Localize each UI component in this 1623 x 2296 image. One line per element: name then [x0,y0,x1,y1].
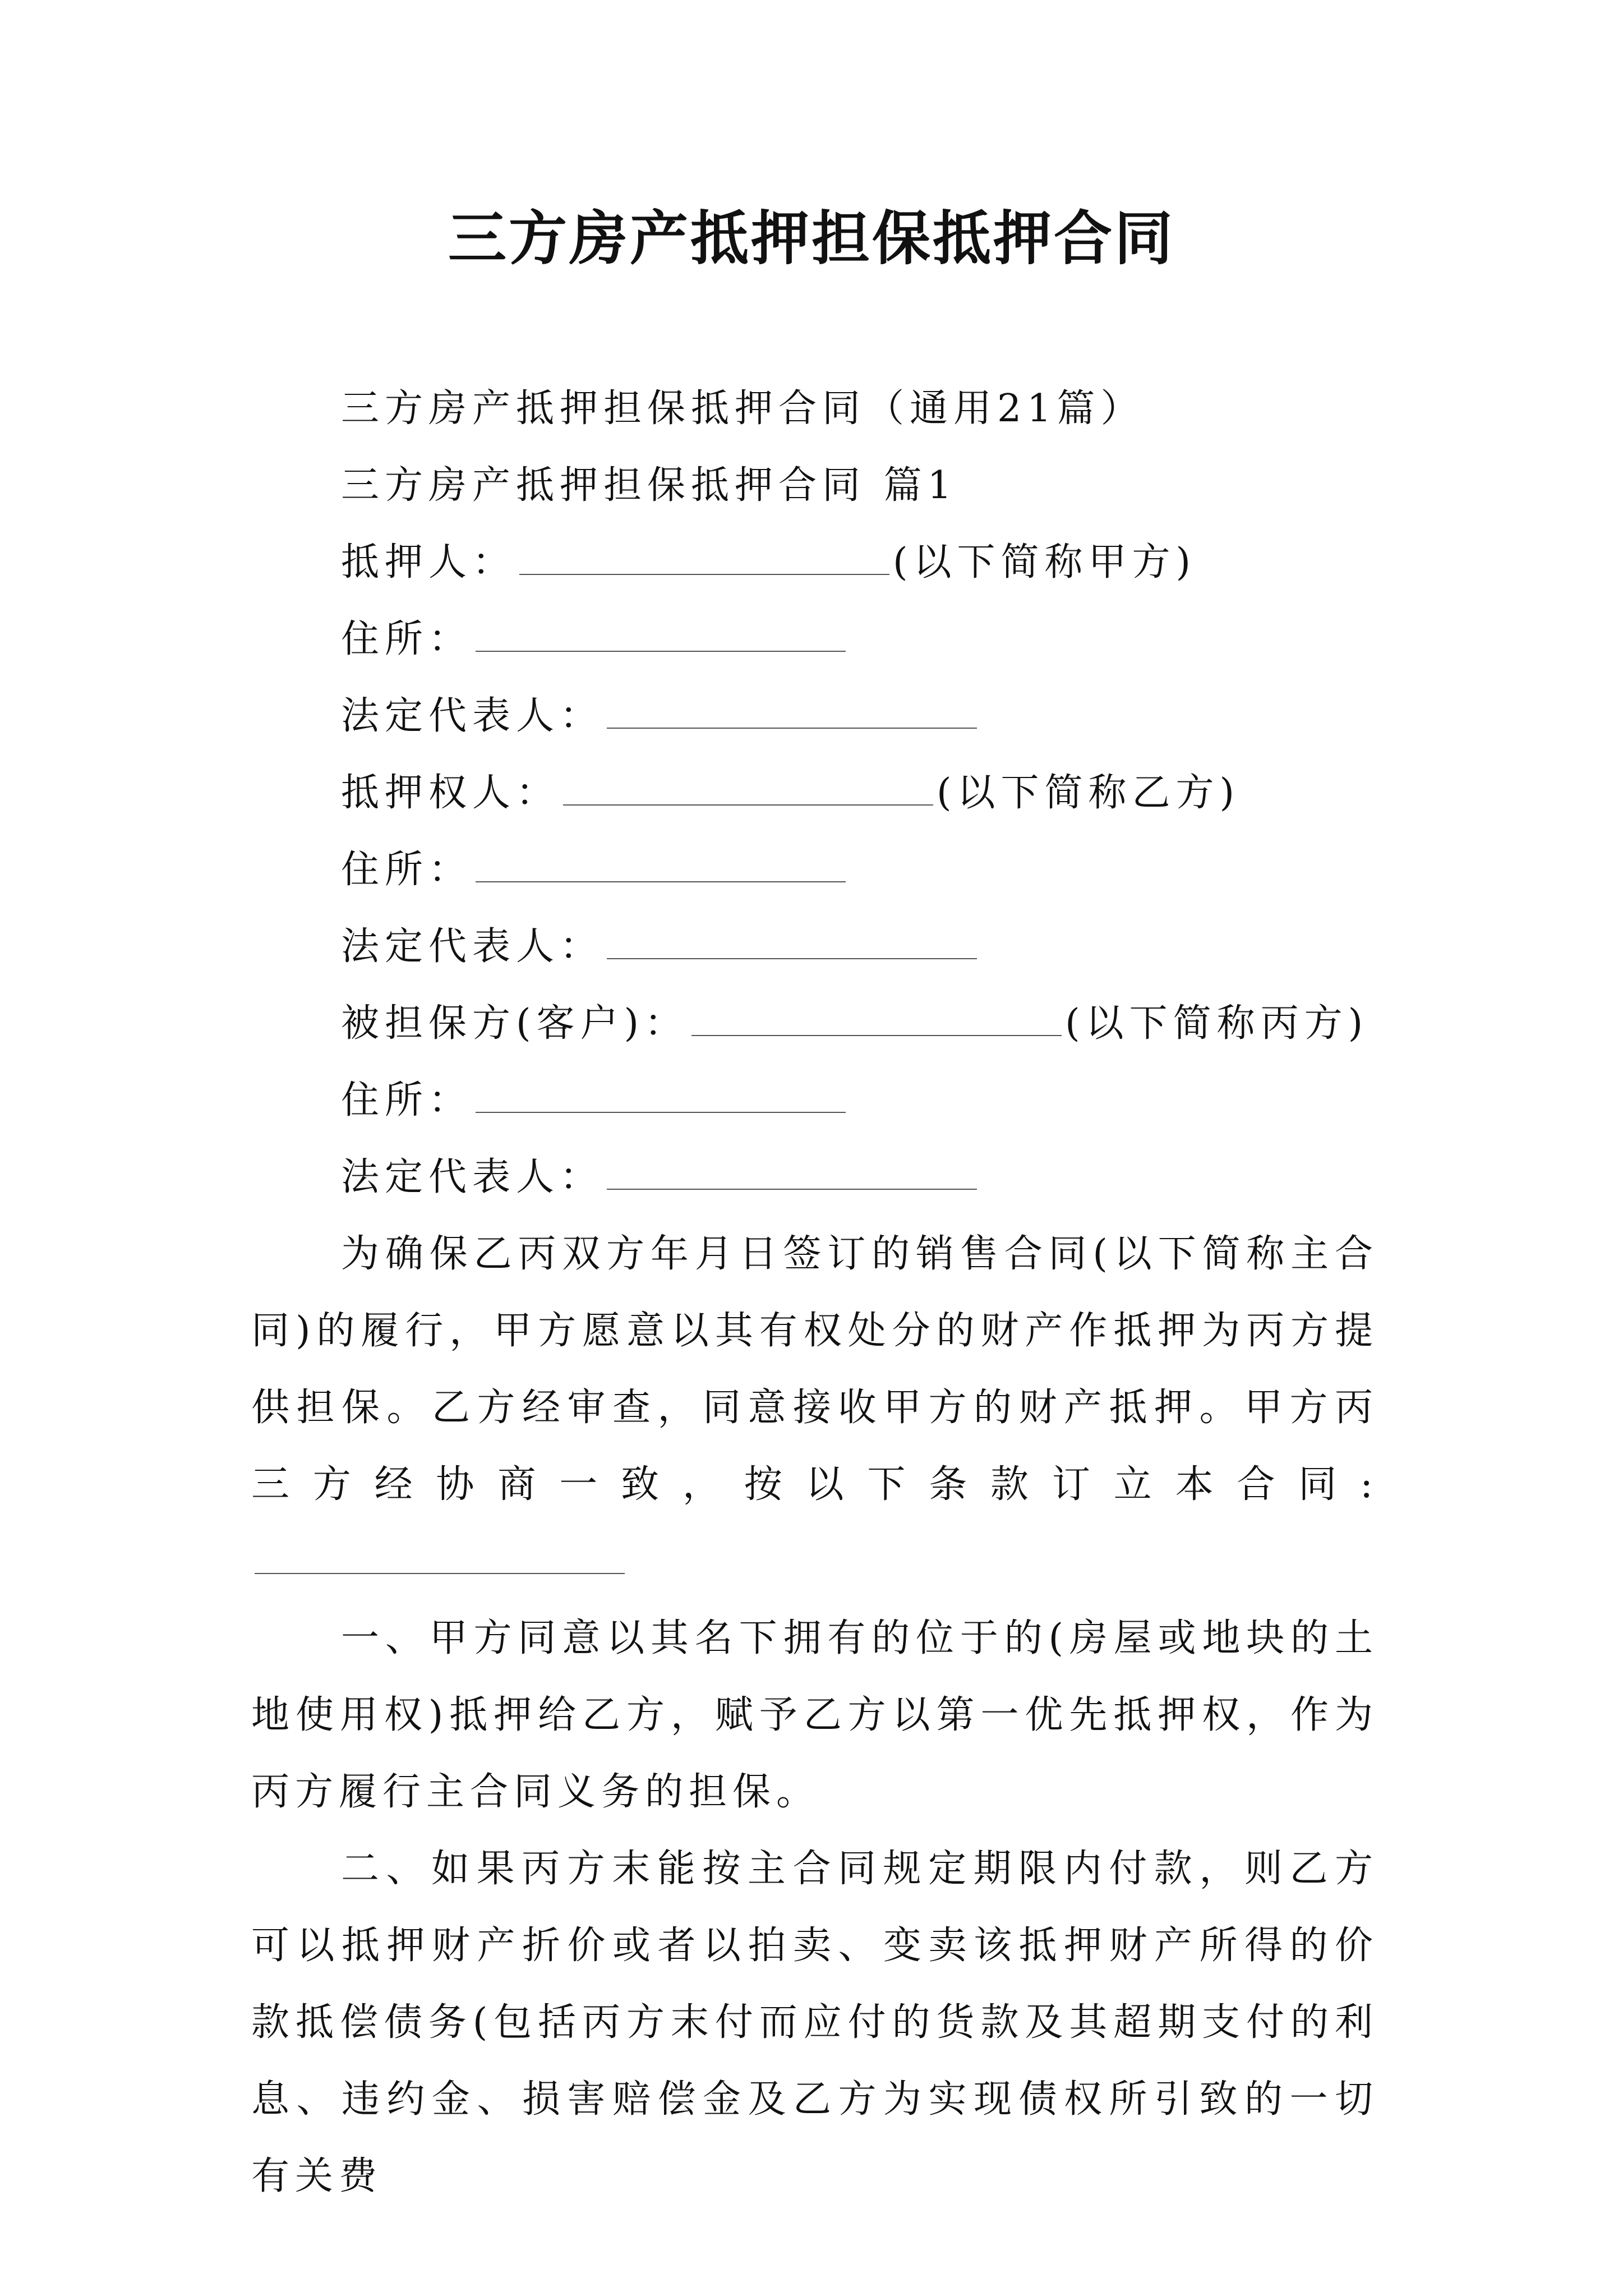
document-subtitle: 三方房产抵押担保抵押合同（通用21篇） [341,386,1145,431]
field-label: 被担保方(客户)： [341,1001,689,1046]
document-body [251,370,1378,2215]
document-title: 三方房产抵押担保抵押合同 [448,204,1175,273]
field-suffix: (以下简称甲方) [893,540,1197,585]
blank-line [255,1539,625,1574]
field-guaranteed-party-address [251,1062,1378,1139]
field-label: 住所： [341,1078,473,1122]
paragraph-clause-1: 一、甲方同意以其名下拥有的位于的(房屋或地块的土地使用权)抵押给乙方，赋予乙方以第一优先抵押权，作为丙方履行主合同义务的担保。 [251,1616,1378,1814]
field-label: 抵押权人： [341,771,560,815]
field-label: 住所： [341,848,473,892]
paragraph-clause-2: 二、如果丙方末能按主合同规定期限内付款，则乙方可以抵押财产折价或者以拍卖、变卖该抵押财产所得的价款抵偿债务(包括丙方末付而应付的货款及其超期支付的利息、违约金、损害赔偿金及乙方为实现债权所引致的一切有关费 [251,1847,1378,2198]
field-label: 法定代表人： [341,694,604,738]
field-guaranteed-party-representative [251,1139,1378,1216]
field-label: 抵押人： [341,540,517,585]
field-label: 住所： [341,617,473,661]
paragraph-preamble [251,1216,1378,1600]
field-label: 法定代表人： [341,1155,604,1199]
blank-line [519,540,889,575]
section-heading: 三方房产抵押担保抵押合同 篇1 [341,463,957,508]
field-mortgagee [251,754,1378,831]
field-guaranteed-party [251,985,1378,1062]
field-mortgagee-address [251,831,1378,908]
field-mortgagor-address [251,601,1378,678]
blank-line [607,1155,977,1190]
field-mortgagor-representative [251,678,1378,754]
blank-line [607,924,977,959]
blank-line [563,771,933,806]
blank-line [691,1001,1062,1036]
blank-line [476,848,846,882]
field-suffix: (以下简称丙方) [1065,1001,1369,1046]
paragraph-text: 为确保乙丙双方年月日签订的销售合同(以下简称主合同)的履行，甲方愿意以其有权处分的财产作抵押为丙方提供担保。乙方经审查，同意接收甲方的财产抵押。甲方丙三方经协商一致，按以下条款订立本合同: [251,1232,1378,1507]
field-mortgagee-representative [251,908,1378,985]
field-suffix: (以下简称乙方) [937,771,1241,815]
blank-line [476,617,846,652]
field-mortgagor [251,524,1378,601]
blank-line [476,1078,846,1113]
blank-line [607,694,977,729]
field-label: 法定代表人： [341,924,604,969]
